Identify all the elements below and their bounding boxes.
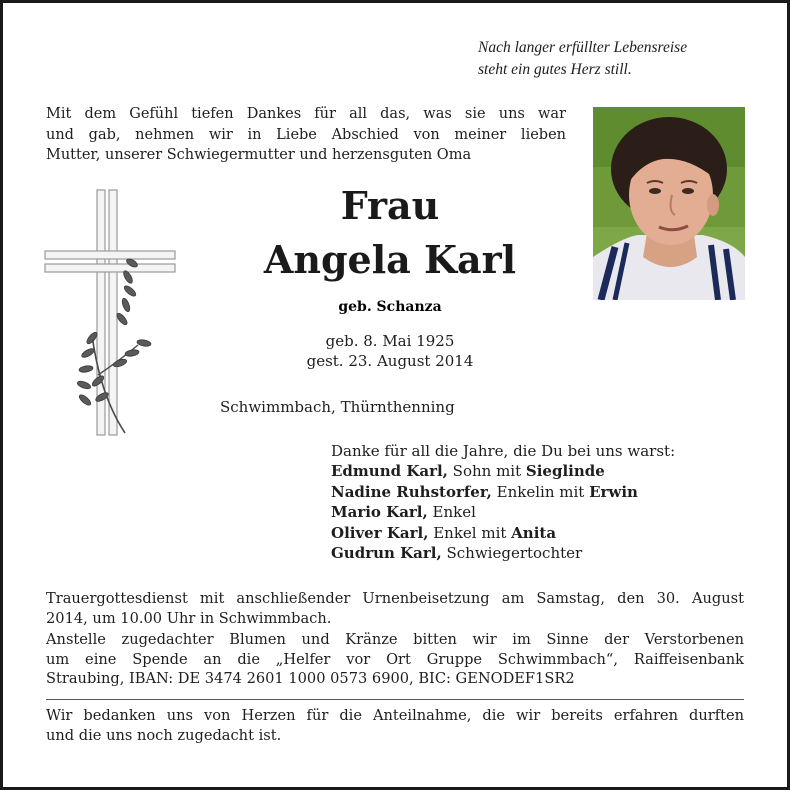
motto xyxy=(478,37,768,81)
salutation: Frau xyxy=(340,183,440,228)
birth-date: geb. 8. Mai 1925 xyxy=(325,332,455,350)
life-dates xyxy=(245,331,535,371)
death-date: gest. 23. August 2014 xyxy=(306,352,474,370)
closing-line: Wir bedanken uns von Herzen für die Anteilnahme, die wir bereits erfahren durften xyxy=(46,707,744,724)
place: Schwimmbach, Thürnthenning xyxy=(220,398,455,416)
mourner-entry xyxy=(331,502,751,522)
closing-line: und die uns noch zugedacht ist. xyxy=(46,726,282,744)
mourners-list xyxy=(331,441,751,563)
mourner-relation: Enkelin mit xyxy=(491,482,590,501)
mourner-relation: Sohn mit xyxy=(447,462,526,481)
mourner-partner: Anita xyxy=(511,523,557,542)
mourner-name: Oliver Karl, xyxy=(331,523,429,542)
motto-line: Nach langer erfüllter Lebensreise xyxy=(478,39,688,56)
motto-line: steht ein gutes Herz still. xyxy=(478,61,632,78)
mourner-relation: Enkel mit xyxy=(428,523,512,542)
mourner-relation: Schwiegertochter xyxy=(441,544,583,563)
mourner-name: Mario Karl, xyxy=(331,503,428,522)
service-line: Trauergottesdienst mit anschließender Urnenbeisetzung am Samstag, den 30. August xyxy=(46,590,744,607)
intro-text xyxy=(46,104,566,166)
service-announcement xyxy=(46,589,744,628)
intro-line: und gab, nehmen wir in Liebe Abschied von meiner lieben xyxy=(46,126,566,143)
divider xyxy=(46,699,744,700)
mourner-entry xyxy=(331,523,751,543)
mourners-heading: Danke für all die Jahre, die Du bei uns warst: xyxy=(331,442,676,460)
intro-line: Mit dem Gefühl tiefen Dankes für all das, was sie uns war xyxy=(46,106,566,122)
mourner-name: Edmund Karl, xyxy=(331,462,448,481)
mourner-name: Nadine Ruhstorfer, xyxy=(331,482,492,501)
mourner-partner: Erwin xyxy=(589,482,638,501)
mourner-relation: Enkel xyxy=(427,503,476,522)
service-line: 2014, um 10.00 Uhr in Schwimmbach. xyxy=(46,609,332,627)
mourner-name: Gudrun Karl, xyxy=(331,544,442,563)
donation-line: um eine Spende an die „Helfer vor Ort Gruppe Schwimmbach“, Raiffeisenbank xyxy=(46,650,744,668)
donation-line: Anstelle zugedachter Blumen und Kränze bitten wir im Sinne der Verstorbenen xyxy=(46,631,744,648)
closing-thanks xyxy=(46,706,744,745)
donation-line: Straubing, IBAN: DE 3474 2601 1000 0573 6900, BIC: GENODEF1SR2 xyxy=(46,670,575,687)
intro-line: Mutter, unserer Schwiegermutter und herzensguten Oma xyxy=(46,147,472,163)
mourner-entry xyxy=(331,482,751,502)
maiden-name: geb. Schanza xyxy=(338,299,442,315)
mourner-partner: Sieglinde xyxy=(525,462,605,481)
mourner-entry xyxy=(331,461,751,481)
mourner-entry xyxy=(331,543,751,563)
deceased-name: Angela Karl xyxy=(263,237,517,282)
cross-with-branch-icon xyxy=(40,185,180,440)
donation-request xyxy=(46,630,744,689)
portrait-photo xyxy=(593,107,745,300)
